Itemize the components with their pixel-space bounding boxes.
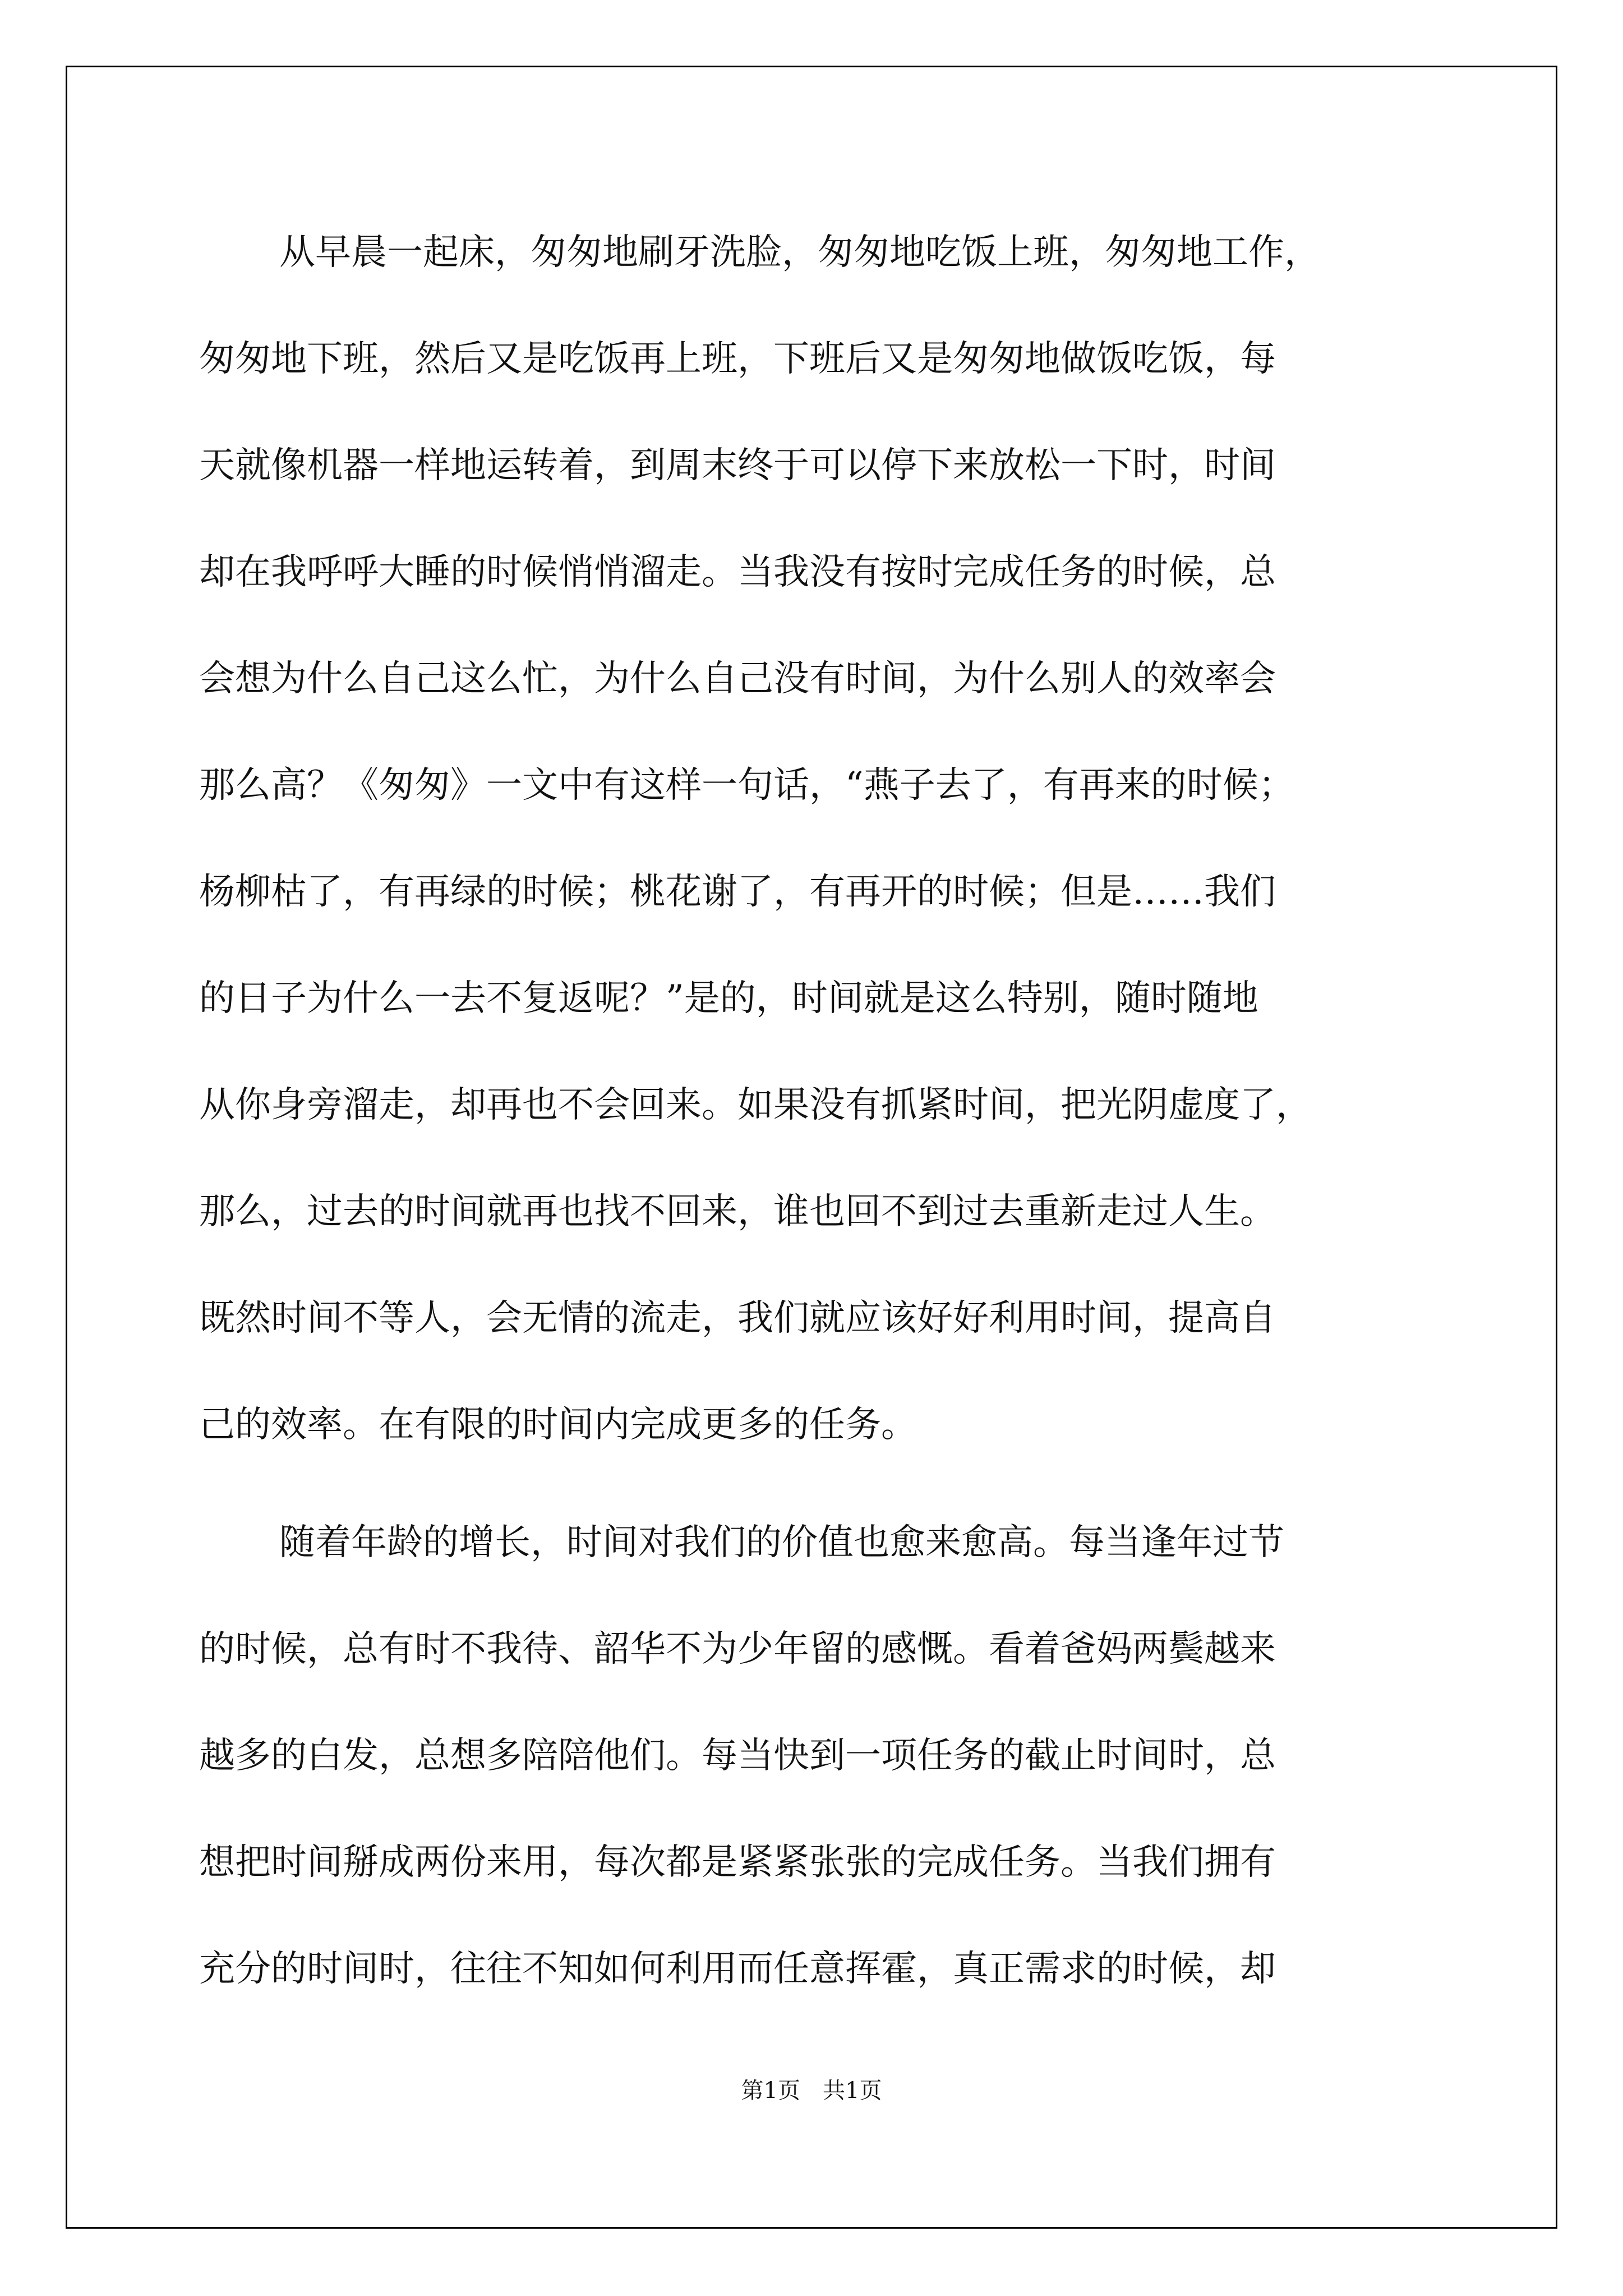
text-line: 随着年龄的增长，时间对我们的价值也愈来愈高。每当逢年过节 — [279, 1522, 1284, 1563]
text-line: 既然时间不等人，会无情的流走，我们就应该好好利用时间，提高自 — [199, 1297, 1276, 1339]
page-footer: 第1页 共1页 — [741, 2078, 882, 2104]
text-line: 从早晨一起床，匆匆地刷牙洗脸，匆匆地吃饭上班，匆匆地工作， — [279, 232, 1320, 273]
text-line: 那么高？《匆匆》一文中有这样一句话，“燕子去了，有再来的时候； — [199, 765, 1294, 806]
text-line: 天就像机器一样地运转着，到周末终于可以停下来放松一下时，时间 — [199, 445, 1276, 486]
text-line: 匆匆地下班，然后又是吃饭再上班，下班后又是匆匆地做饭吃饭，每 — [199, 338, 1276, 380]
text-line: 的日子为什么一去不复返呢？”是的，时间就是这么特别，随时随地 — [199, 978, 1258, 1019]
text-line: 想把时间掰成两份来用，每次都是紧紧张张的完成任务。当我们拥有 — [199, 1842, 1276, 1883]
text-line: 的时候，总有时不我待、韶华不为少年留的感慨。看着爸妈两鬓越来 — [199, 1628, 1276, 1670]
text-line: 杨柳枯了，有再绿的时候；桃花谢了，有再开的时候；但是……我们 — [199, 871, 1276, 913]
text-line: 越多的白发，总想多陪陪他们。每当快到一项任务的截止时间时，总 — [199, 1735, 1276, 1777]
text-line: 那么，过去的时间就再也找不回来，谁也回不到过去重新走过人生。 — [199, 1191, 1276, 1232]
text-line: 充分的时间时，往往不知如何利用而任意挥霍，真正需求的时候，却 — [199, 1948, 1276, 1990]
text-line: 会想为什么自己这么忙，为什么自己没有时间，为什么别人的效率会 — [199, 658, 1276, 700]
text-line: 从你身旁溜走，却再也不会回来。如果没有抓紧时间，把光阴虚度了， — [199, 1084, 1312, 1126]
text-line: 己的效率。在有限的时间内完成更多的任务。 — [199, 1404, 917, 1446]
page-border — [66, 66, 1557, 2229]
text-line: 却在我呼呼大睡的时候悄悄溜走。当我没有按时完成任务的时候，总 — [199, 551, 1276, 593]
